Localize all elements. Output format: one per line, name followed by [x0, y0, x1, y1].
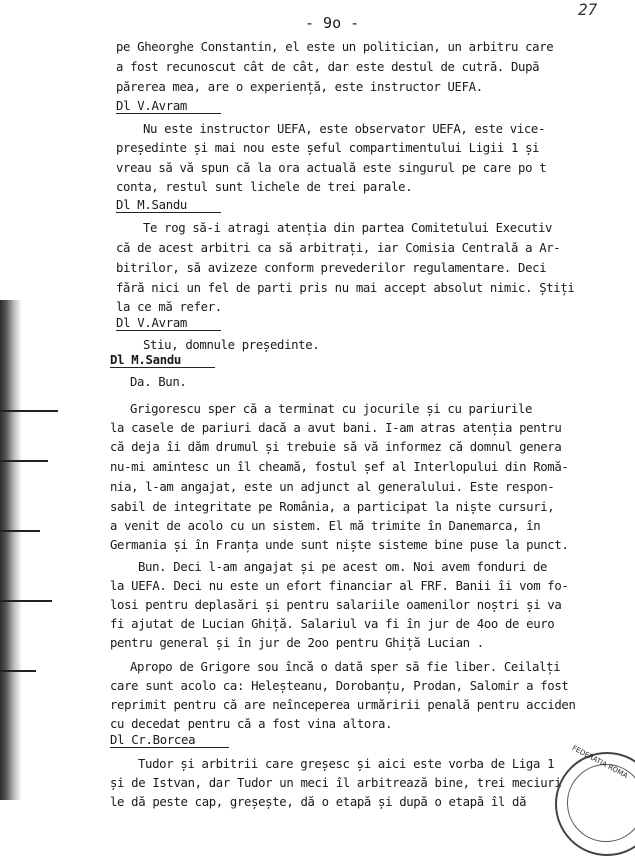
speaker-label: Dl V.Avram	[116, 316, 221, 331]
text-line: Tudor și arbitrii care greșesc și aici este vorba de Liga 1	[138, 757, 555, 771]
text-line: Bun. Deci l-am angajat și pe acest om. Noi avem fonduri de	[138, 560, 548, 574]
scan-edge-shadow	[0, 300, 58, 800]
text-line: la UEFA. Deci nu este un efort financiar al FRF. Banii îi vom fo-	[110, 579, 569, 593]
text-line: Grigorescu sper că a terminat cu jocurile și cu pariurile	[130, 402, 533, 416]
speaker-label: Dl M.Sandu	[110, 353, 215, 368]
text-line: Da. Bun.	[130, 375, 187, 389]
text-line: părerea mea, are o experiență, este instructor UEFA.	[116, 80, 483, 94]
text-line: cu decedat pentru că a fost vina altora.	[110, 717, 393, 731]
text-line: fără nici un fel de parti pris nu mai accept absolut nimic. Știți	[116, 281, 575, 295]
text-line: Apropo de Grigore sou încă o dată sper să fie liber. Ceilalți	[130, 660, 561, 674]
text-line: Nu este instructor UEFA, este observator UEFA, este vice-	[143, 122, 546, 136]
text-line: reprimit pentru că are neînceperea urmăririi penală pentru acciden	[110, 698, 576, 712]
speaker-label: Dl Cr.Borcea	[110, 733, 229, 748]
text-line: Te rog să-i atragi atenția din partea Comitetului Executiv	[143, 221, 553, 235]
official-stamp	[555, 743, 635, 856]
text-line: losi pentru deplasări și pentru salariile oamenilor noștri și va	[110, 598, 562, 612]
text-line: la ce mă refer.	[116, 300, 222, 314]
text-line: le dă peste cap, greșește, dă o etapă și după o etapă îl dă	[110, 795, 527, 809]
text-line: că de acest arbitri ca să arbitrați, iar Comisia Centrală a Ar-	[116, 241, 561, 255]
text-line: că deja îi dăm drumul și trebuie să vă informez că domnul genera	[110, 440, 562, 454]
text-line: vreau să vă spun că la ora actuală este singurul pe care po t	[116, 161, 547, 175]
text-line: Germania și în Franța unde sunt niște sisteme bine puse la punct.	[110, 538, 569, 552]
speaker-label: Dl V.Avram	[116, 99, 221, 114]
text-line: a venit de acolo cu un sistem. El mă trimite în Danemarca, în	[110, 519, 541, 533]
text-line: Stiu, domnule președinte.	[143, 338, 320, 352]
text-line: președinte și mai nou este șeful compartimentului Ligii 1 și	[116, 141, 540, 155]
text-line: la casele de pariuri dacă a avut bani. I-am atras atenția pentru	[110, 421, 562, 435]
corner-handwritten-mark: 27	[578, 0, 598, 19]
text-line: pentru general și în jur de 2oo pentru Ghiță Lucian .	[110, 636, 484, 650]
text-line: nu-mi amintesc un îl cheamă, fostul șef al Interlopului din Romă-	[110, 460, 569, 474]
text-line: conta, restul sunt lichele de trei parale.	[116, 180, 413, 194]
text-line: care sunt acolo ca: Heleșteanu, Dorobanțu, Prodan, Salomir a fost	[110, 679, 569, 693]
stamp-text: FEDERATIA ROMA	[570, 743, 629, 781]
page-number: - 9o -	[305, 14, 360, 32]
text-line: și de Istvan, dar Tudor un meci îl arbitrează bine, trei meciuri	[110, 776, 562, 790]
text-line: a fost recunoscut cât de cât, dar este destul de cutră. După	[116, 60, 540, 74]
text-line: bitrilor, să avizeze conform prevederilor regulamentare. Deci	[116, 261, 547, 275]
text-line: pe Gheorghe Constantin, el este un politician, un arbitru care	[116, 40, 554, 54]
text-line: sabil de integritate pe România, a participat la niște cursuri,	[110, 500, 555, 514]
text-line: nia, l-am angajat, este un adjunct al generalului. Este respon-	[110, 480, 555, 494]
speaker-label: Dl M.Sandu	[116, 198, 221, 213]
text-line: fi ajutat de Lucian Ghiță. Salariul va fi în jur de 4oo de euro	[110, 617, 555, 631]
